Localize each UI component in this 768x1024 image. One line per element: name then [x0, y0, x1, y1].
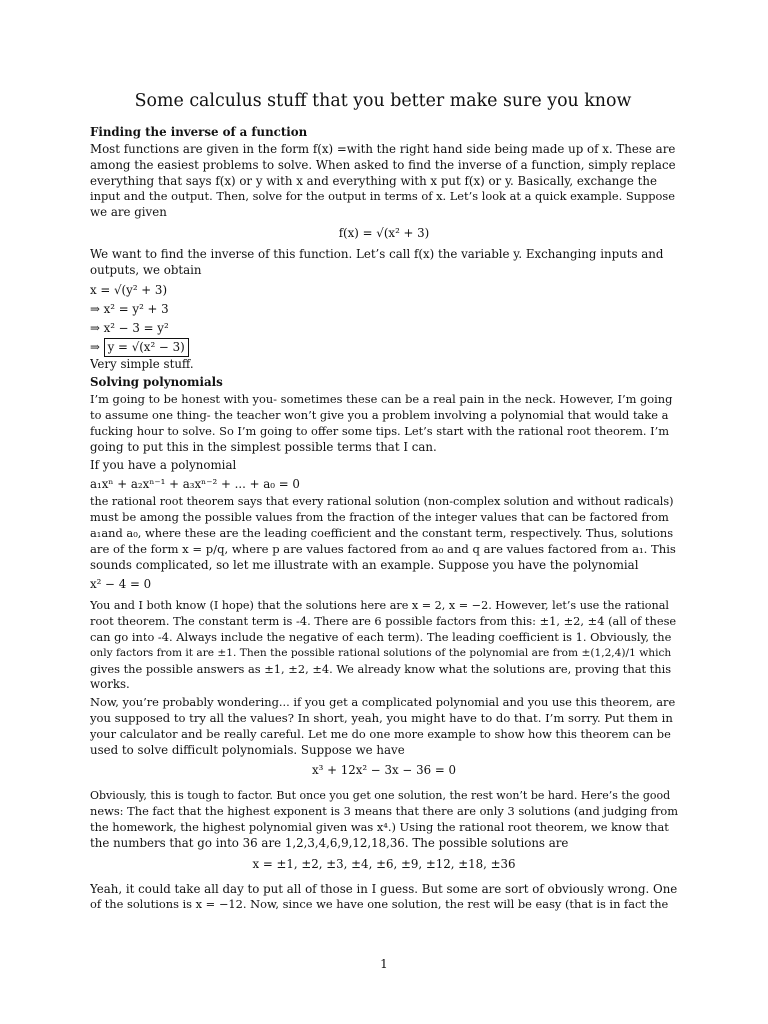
- text-line: fucking hour to solve. So I’m going to offer some tips. Let’s start with the rational root theorem. I’m: [90, 423, 670, 438]
- paragraph: [90, 788, 678, 851]
- page-title: Some calculus stuff that you better make sure you know: [134, 91, 632, 111]
- equation-step: x = √(y² + 3): [90, 282, 168, 297]
- paragraph: [90, 142, 678, 221]
- text-line: you supposed to try all the values? In short, yeah, you might have to do that. I’m sorry. Put them in: [90, 710, 673, 725]
- general-polynomial: a₁xⁿ + a₂xⁿ⁻¹ + a₃xⁿ⁻² + ... + a₀ = 0: [90, 477, 300, 492]
- text-line: used to solve difficult polynomials. Suppose we have: [90, 742, 405, 757]
- section-heading-inverse: Finding the inverse of a function: [90, 125, 308, 139]
- text-line: can go into -4. Always include the negative of each term). The leading coefficient is 1. Obviously, the: [90, 629, 672, 644]
- text-line: among the easiest problems to solve. When asked to find the inverse of a function, simply replace: [90, 157, 676, 172]
- text-line: only factors from it are ±1. Then the possible rational solutions of the polynomial are from ±(1,2,4)/1 which: [90, 646, 672, 659]
- paragraph: [90, 882, 678, 914]
- paragraph: [90, 247, 678, 279]
- example-polynomial: x² − 4 = 0: [90, 577, 152, 592]
- text-line: a₁and a₀, where these are the leading coefficient and the constant term, respectively. Thus, solutions: [90, 525, 674, 540]
- text-line: Very simple stuff.: [90, 356, 194, 371]
- page-number: 1: [380, 957, 388, 971]
- equation-step: ⇒ x² = y² + 3: [90, 301, 169, 316]
- text-line: to assume one thing- the teacher won’t give you a problem involving a polynomial that would take a: [90, 408, 669, 423]
- text-line: the rational root theorem says that every rational solution (non-complex solution and without radicals): [90, 495, 674, 509]
- text-line: Now, you’re probably wondering... if you get a complicated polynomial and you use this theorem, are: [90, 695, 676, 710]
- text-line: You and I both know (I hope) that the solutions here are x = 2, x = −2. However, let’s use the rational: [90, 599, 669, 613]
- display-equation: f(x) = √(x² + 3): [338, 225, 430, 240]
- text-line: Obviously, this is tough to factor. But once you get one solution, the rest won’t be hard. Here’s the good: [90, 789, 671, 803]
- text-line: works.: [90, 677, 130, 692]
- text-line: the homework, the highest polynomial given was x⁴.) Using the rational root theorem, we know that: [90, 819, 669, 834]
- paragraph: [90, 598, 678, 693]
- implies-arrow: ⇒: [90, 339, 100, 354]
- equation-step-final: [90, 338, 678, 357]
- text-line: root theorem. The constant term is -4. There are 6 possible factors from this: ±1, ±2, ±4 (all of these: [90, 614, 677, 629]
- lead-line: [90, 458, 678, 474]
- text-line: are of the form x = p/q, where p are values factored from a₀ and q are values factored from a₁. This: [90, 541, 676, 556]
- section-heading-polynomials: Solving polynomials: [90, 375, 223, 390]
- text-line: Most functions are given in the form f(x) =with the right hand side being made up of x. These are: [90, 142, 676, 156]
- text-line: your calculator and be really careful. Let me do one more example to show how this theorem can be: [90, 726, 671, 741]
- text-line: outputs, we obtain: [90, 262, 202, 277]
- closing-line: [90, 357, 678, 373]
- text-line: must be among the possible values from the fraction of the integer values that can be factored from: [90, 510, 669, 525]
- equation-step: ⇒ x² − 3 = y²: [90, 320, 169, 335]
- text-line: gives the possible answers as ±1, ±2, ±4. We already know what the solutions are, proving that this: [90, 661, 672, 676]
- text-line: Yeah, it could take all day to put all of those in I guess. But some are sort of obviously wrong. One: [90, 881, 678, 896]
- document-page: [90, 88, 678, 988]
- display-equation: x³ + 12x² − 3x − 36 = 0: [312, 763, 456, 778]
- text-line: I’m going to be honest with you- sometimes these can be a real pain in the neck. However, I’m going: [90, 392, 673, 407]
- text-line: the numbers that go into 36 are 1,2,3,4,6,9,12,18,36. The possible solutions are: [90, 835, 569, 850]
- text-line: everything that says f(x) or y with x and everything with x put f(x) or y. Basically, exchange the: [90, 173, 657, 188]
- text-line: If you have a polynomial: [90, 457, 237, 472]
- text-line: sounds complicated, so let me illustrate with an example. Suppose you have the polynomial: [90, 557, 639, 572]
- paragraph: [90, 392, 678, 455]
- text-line: news: The fact that the highest exponent is 3 means that there are only 3 solutions (and judging from: [90, 804, 678, 819]
- text-line: going to put this in the simplest possible terms that I can.: [90, 439, 437, 454]
- boxed-answer: y = √(x² − 3): [104, 338, 189, 357]
- paragraph: [90, 494, 678, 573]
- display-equation: x = ±1, ±2, ±3, ±4, ±6, ±9, ±12, ±18, ±36: [252, 856, 516, 871]
- text-line: input and the output. Then, solve for the output in terms of x. Let’s look at a quick example. Suppose: [90, 189, 675, 204]
- text-line: We want to find the inverse of this function. Let’s call f(x) the variable y. Exchanging inputs and: [90, 246, 664, 261]
- paragraph: [90, 695, 678, 758]
- text-line: we are given: [90, 205, 167, 220]
- text-line: of the solutions is x = −12. Now, since we have one solution, the rest will be easy (that is in fact the: [90, 897, 669, 912]
